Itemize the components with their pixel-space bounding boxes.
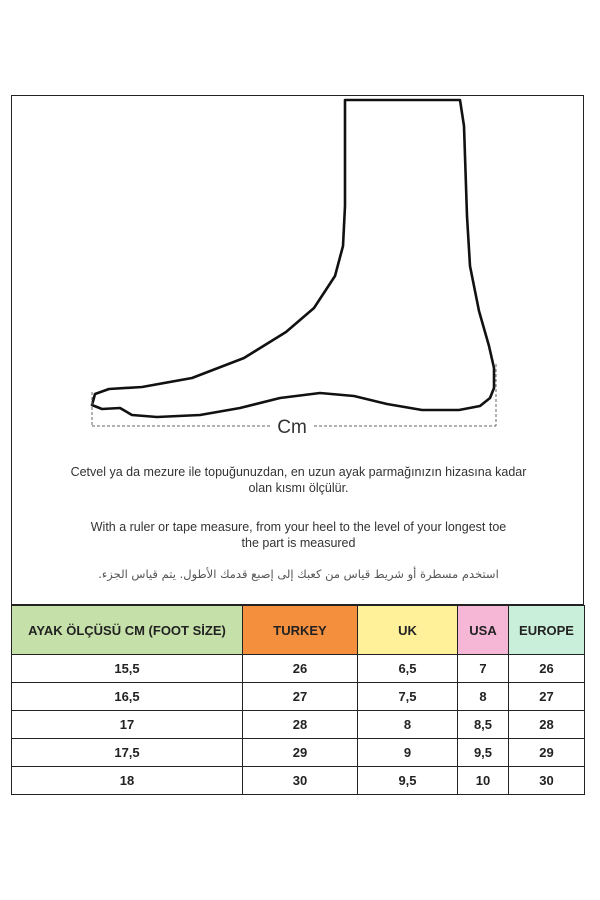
instruction-english-line-2: the part is measured: [241, 536, 356, 550]
cell-foot-cm: 17,5: [12, 739, 243, 767]
cell-foot-cm: 17: [12, 711, 243, 739]
cell-turkey: 26: [243, 655, 358, 683]
instruction-english: [12, 519, 585, 551]
cell-uk: 8: [358, 711, 458, 739]
cell-europe: 26: [509, 655, 585, 683]
table-row: [12, 711, 585, 739]
cell-uk: 7,5: [358, 683, 458, 711]
foot-outline-illustration: [12, 96, 585, 456]
cell-foot-cm: 18: [12, 767, 243, 795]
cell-foot-cm: 15,5: [12, 655, 243, 683]
size-chart-header-row: [12, 606, 585, 655]
cell-europe: 28: [509, 711, 585, 739]
cell-usa: 9,5: [458, 739, 509, 767]
cell-foot-cm: 16,5: [12, 683, 243, 711]
table-row: [12, 655, 585, 683]
instruction-turkish-line-2: olan kısmı ölçülür.: [248, 481, 349, 495]
table-row: [12, 739, 585, 767]
cell-uk: 9,5: [358, 767, 458, 795]
cell-turkey: 28: [243, 711, 358, 739]
cell-usa: 8: [458, 683, 509, 711]
header-uk: UK: [358, 606, 458, 655]
header-usa: USA: [458, 606, 509, 655]
instruction-english-line-1: With a ruler or tape measure, from your heel to the level of your longest toe: [90, 520, 507, 534]
foot-measure-panel: [11, 95, 584, 605]
cell-europe: 27: [509, 683, 585, 711]
instruction-turkish: [12, 464, 585, 496]
header-foot-size: AYAK ÖLÇÜSÜ CM (FOOT SİZE): [12, 606, 243, 655]
cell-usa: 10: [458, 767, 509, 795]
cell-turkey: 29: [243, 739, 358, 767]
cell-uk: 6,5: [358, 655, 458, 683]
size-chart-table: [11, 605, 585, 795]
cell-usa: 8,5: [458, 711, 509, 739]
instruction-turkish-line-1: Cetvel ya da mezure ile topuğunuzdan, en uzun ayak parmağınızın hizasına kadar: [70, 465, 527, 479]
cell-europe: 29: [509, 739, 585, 767]
foot-outline: [92, 100, 494, 417]
instruction-arabic: استخدم مسطرة أو شريط قياس من كعبك إلى إصبع قدمك الأطول. يتم قياس الجزء.: [98, 567, 499, 581]
cell-usa: 7: [458, 655, 509, 683]
table-row: [12, 767, 585, 795]
cell-europe: 30: [509, 767, 585, 795]
measure-label: Cm: [277, 417, 307, 438]
table-row: [12, 683, 585, 711]
header-europe: EUROPE: [509, 606, 585, 655]
cell-turkey: 30: [243, 767, 358, 795]
header-turkey: TURKEY: [243, 606, 358, 655]
cell-uk: 9: [358, 739, 458, 767]
cell-turkey: 27: [243, 683, 358, 711]
